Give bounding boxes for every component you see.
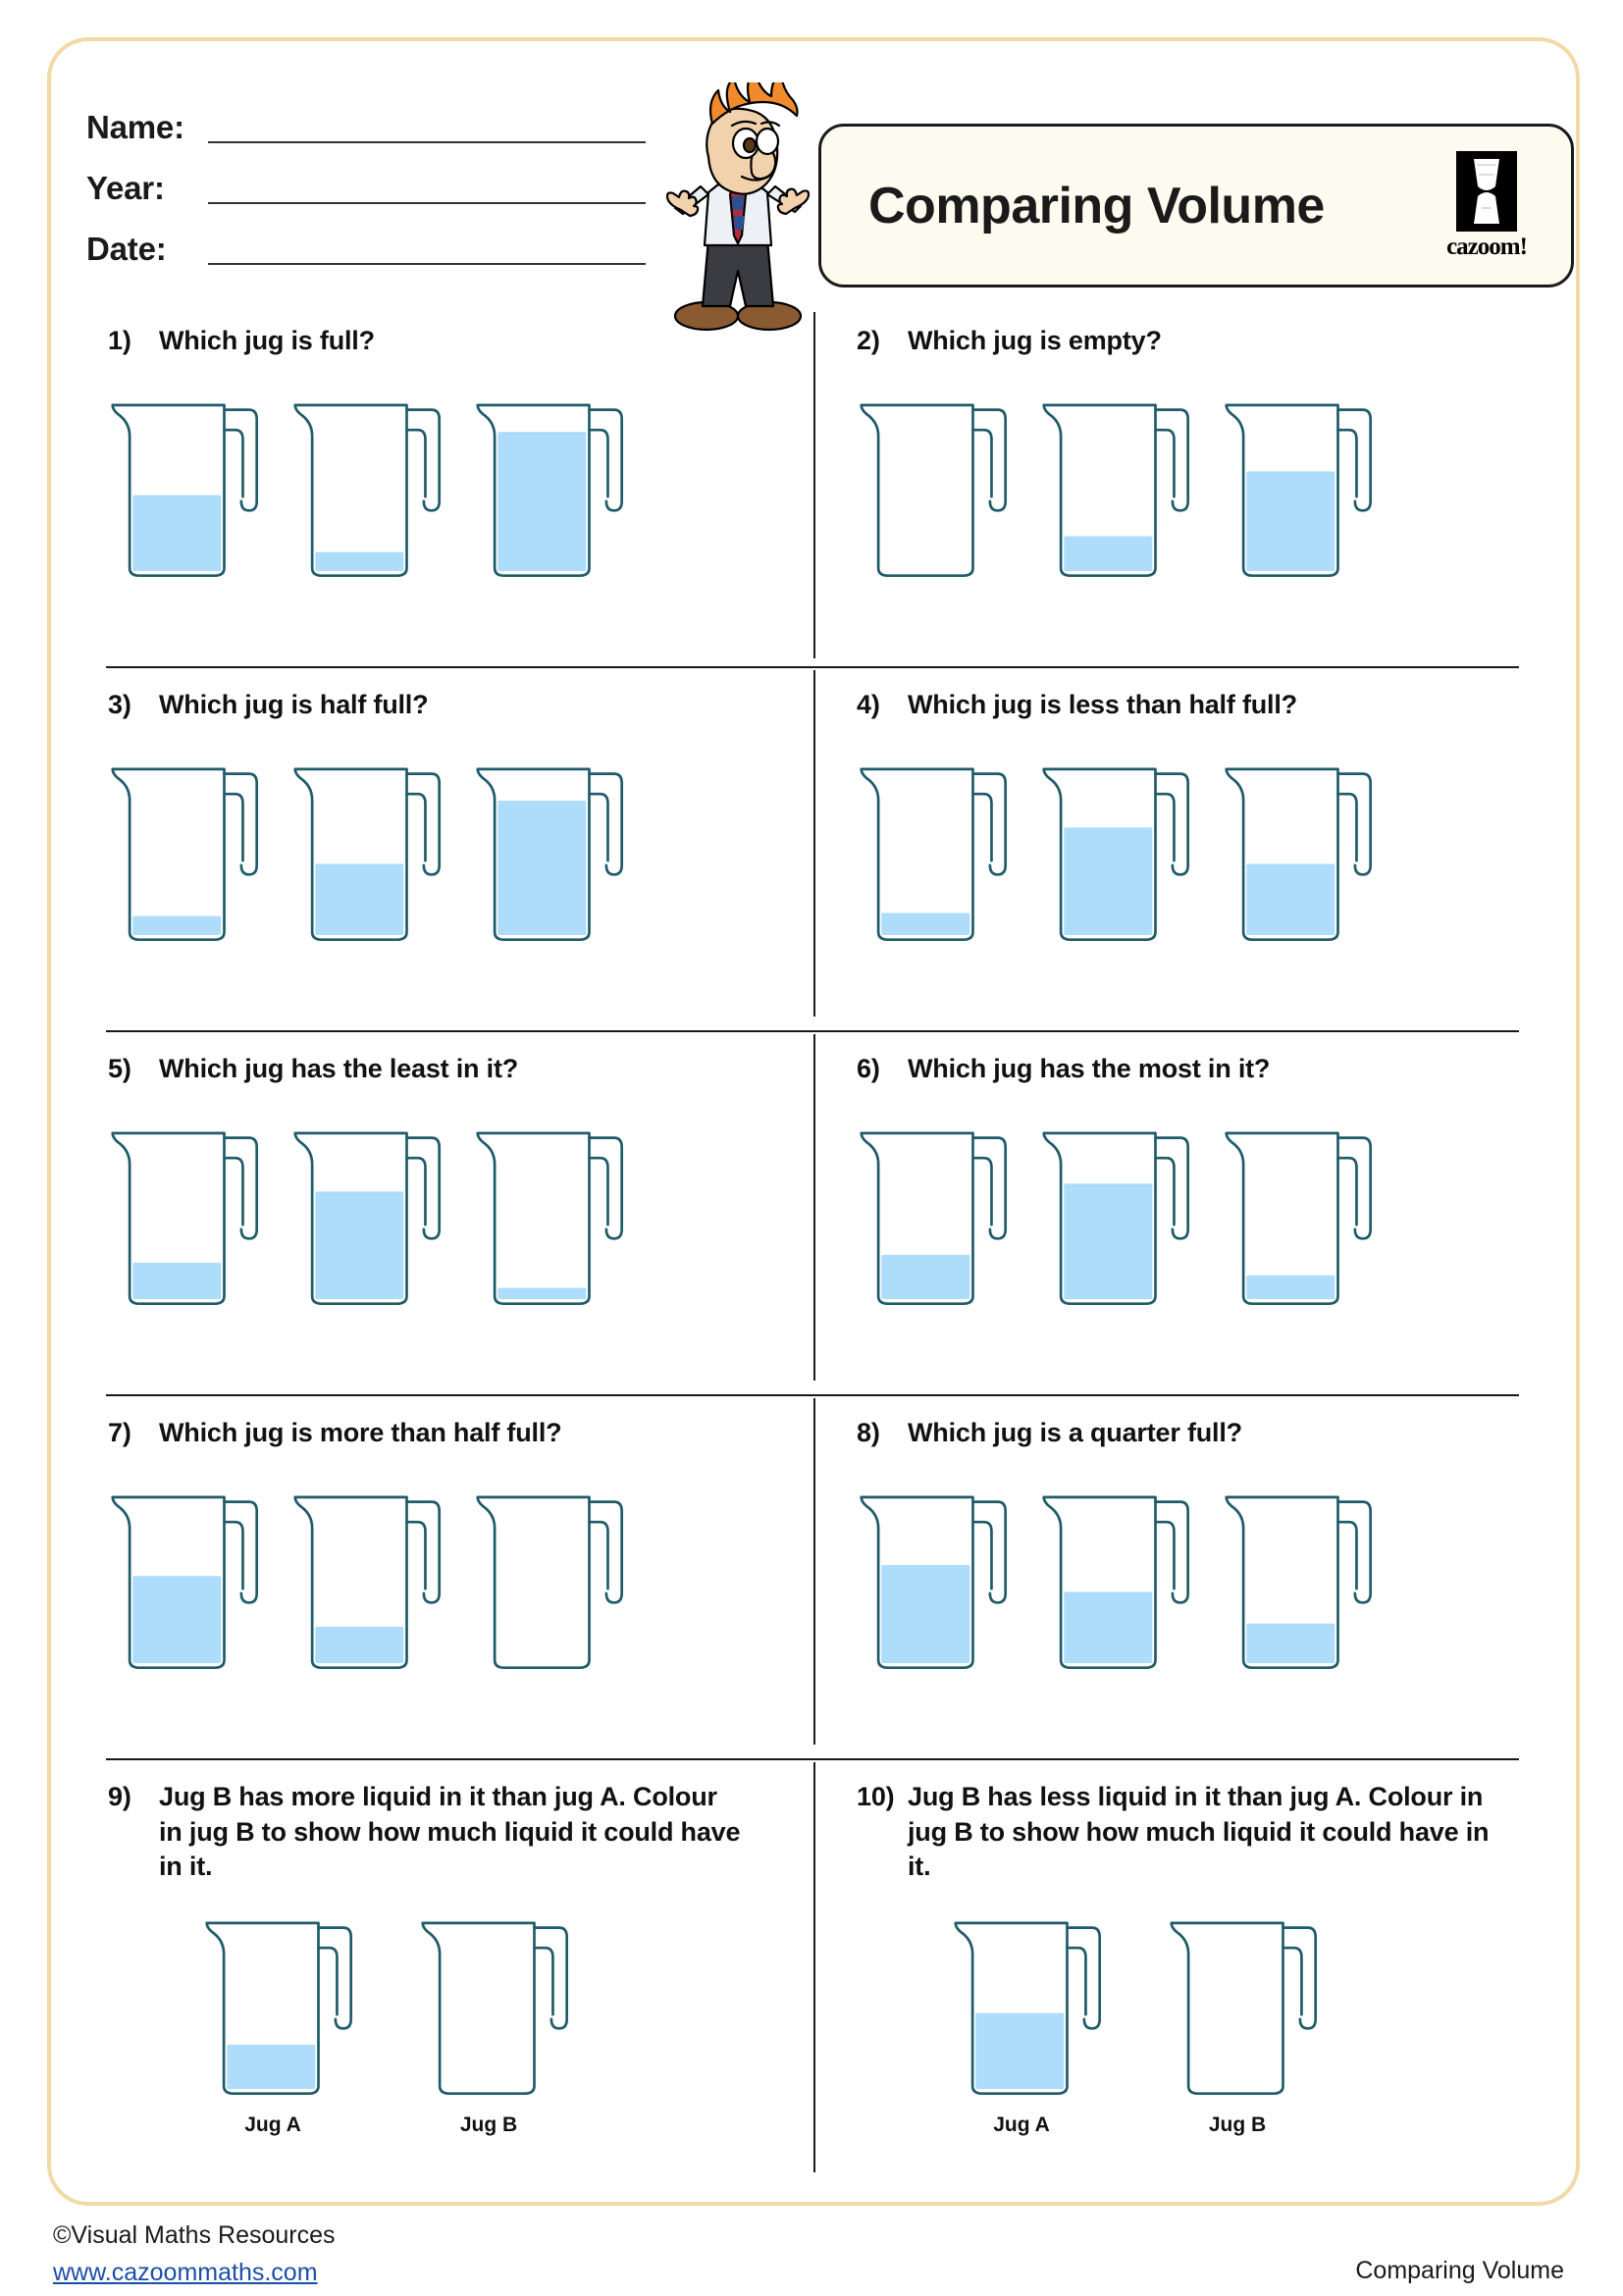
jug-2[interactable] <box>290 392 445 592</box>
name-input-line[interactable] <box>208 140 646 143</box>
jug-figure <box>473 1485 628 1679</box>
jug-figure <box>108 392 263 587</box>
jug-figure <box>1039 392 1194 587</box>
prompt-prefix: Jug B has <box>159 1782 291 1811</box>
question-prompt <box>908 324 1162 359</box>
prompt-prefix: Which jug has the <box>159 1054 390 1083</box>
prompt-keyword: quarter <box>1090 1418 1180 1447</box>
question-prompt <box>908 688 1297 723</box>
jug-set <box>857 359 1580 592</box>
page-title: Comparing Volume <box>868 177 1325 235</box>
jug-set <box>857 1087 1580 1320</box>
question-heading <box>857 1758 1494 1885</box>
question-heading <box>108 666 813 723</box>
question-heading <box>108 302 813 359</box>
year-field-label: Year: <box>86 170 165 206</box>
jug-2[interactable] <box>1039 392 1194 592</box>
question-heading <box>857 666 1580 723</box>
website-link[interactable]: www.cazoommaths.com <box>53 2258 318 2286</box>
prompt-suffix: ? <box>1145 326 1162 355</box>
question-heading <box>108 1030 813 1087</box>
prompt-suffix: ? <box>358 326 375 355</box>
prompt-prefix: Which jug has the <box>908 1054 1138 1083</box>
question-cell <box>813 666 1580 1030</box>
jug-2[interactable] <box>1039 757 1194 956</box>
question-number: 4) <box>857 690 880 719</box>
jug-2[interactable] <box>1039 1121 1194 1320</box>
jug-1[interactable] <box>108 392 263 592</box>
title-plaque <box>818 124 1574 287</box>
question-prompt <box>159 1780 746 1885</box>
question-number: 3) <box>108 690 131 719</box>
jug-figure <box>1039 1485 1194 1679</box>
question-cell <box>47 666 813 1030</box>
jug-2[interactable] <box>290 1121 445 1320</box>
prompt-prefix: Which jug is <box>908 326 1069 355</box>
question-heading <box>108 1758 746 1885</box>
question-prompt <box>908 1416 1242 1451</box>
prompt-suffix: liquid in it than jug A. Colour in jug B to show how much liquid it could have in it. <box>159 1782 741 1882</box>
jug-set <box>857 1885 1580 2137</box>
question-number: 2) <box>857 326 880 355</box>
question-number: 10) <box>857 1782 895 1811</box>
jug-figure <box>290 757 445 951</box>
question-heading <box>108 1394 813 1451</box>
prompt-keyword: less <box>1039 1782 1091 1811</box>
jug-3[interactable] <box>473 1121 628 1320</box>
jug-figure <box>1039 757 1194 951</box>
question-prompt <box>908 1052 1270 1087</box>
jug-1[interactable] <box>857 757 1012 956</box>
question-number: 1) <box>108 326 131 355</box>
footer-left <box>53 2219 336 2290</box>
question-number: 8) <box>857 1418 880 1447</box>
jug-figure <box>1222 757 1377 951</box>
jug-1[interactable] <box>108 1485 263 1684</box>
worksheet-footer <box>47 2219 1580 2296</box>
jug-3[interactable] <box>1222 1485 1377 1684</box>
cazoom-glass-logo-icon <box>1456 151 1517 232</box>
jug-figure <box>857 757 1012 951</box>
jug-figure <box>1222 1485 1377 1679</box>
jug-label: Jug A <box>993 2113 1050 2136</box>
prompt-keyword: full <box>319 326 359 355</box>
prompt-prefix: Which jug is <box>908 690 1069 719</box>
copyright-text: ©Visual Maths Resources <box>53 2221 336 2249</box>
prompt-suffix: ? <box>546 1418 562 1447</box>
jug-3[interactable] <box>1222 392 1377 592</box>
jug-figure <box>473 392 628 587</box>
prompt-keyword: more than half full <box>319 1418 547 1447</box>
question-cell <box>813 302 1580 666</box>
jug-2[interactable] <box>290 757 445 956</box>
cartoon-man-mascot-icon <box>648 82 824 339</box>
question-heading <box>857 302 1580 359</box>
jug-1[interactable] <box>951 1910 1106 2137</box>
jug-figure <box>857 1485 1012 1679</box>
question-cell <box>813 1030 1580 1394</box>
jug-figure <box>108 757 263 951</box>
jug-3[interactable] <box>1222 757 1377 956</box>
jug-set <box>108 723 813 956</box>
question-row <box>47 1394 1580 1758</box>
jug-1[interactable] <box>108 1121 263 1320</box>
jug-label: Jug A <box>244 2113 301 2136</box>
question-cell <box>813 1394 1580 1758</box>
prompt-suffix: in it? <box>1200 1054 1271 1083</box>
jug-label: Jug B <box>1208 2113 1267 2136</box>
prompt-keyword: less than half full <box>1068 690 1282 719</box>
footer-sheet-name: Comparing Volume <box>1355 2257 1564 2284</box>
jug-figure <box>473 1121 628 1315</box>
jug-set <box>108 1885 813 2137</box>
year-input-line[interactable] <box>208 201 646 204</box>
question-cell <box>47 302 813 666</box>
jug-3[interactable] <box>1222 1121 1377 1320</box>
question-prompt <box>159 1052 518 1087</box>
jug-3[interactable] <box>473 1485 628 1684</box>
jug-figure <box>473 757 628 951</box>
question-prompt <box>159 324 375 359</box>
jug-figure <box>108 1485 263 1679</box>
jug-1[interactable] <box>857 1485 1012 1684</box>
question-heading <box>857 1030 1580 1087</box>
jug-set <box>108 1087 813 1320</box>
question-number: 5) <box>108 1054 131 1083</box>
jug-figure <box>290 1485 445 1679</box>
jug-figure <box>1222 392 1377 587</box>
prompt-prefix: Which jug is <box>159 1418 320 1447</box>
jug-figure <box>951 1910 1106 2105</box>
question-row <box>47 666 1580 1030</box>
jug-figure <box>202 1910 357 2105</box>
jug-2[interactable] <box>1167 1910 1322 2137</box>
name-field-label: Name: <box>86 109 184 145</box>
prompt-prefix: Which jug is <box>159 326 320 355</box>
question-prompt <box>159 688 428 723</box>
jug-set <box>857 1451 1580 1684</box>
cazoom-wordmark: cazoom! <box>1446 233 1527 260</box>
question-grid <box>47 302 1580 2208</box>
jug-2[interactable] <box>1039 1485 1194 1684</box>
jug-1[interactable] <box>857 1121 1012 1320</box>
year-field-row <box>86 149 646 210</box>
jug-1[interactable] <box>108 757 263 956</box>
prompt-keyword: half full <box>319 690 413 719</box>
question-number: 9) <box>108 1782 131 1811</box>
prompt-keyword: more <box>290 1782 355 1811</box>
prompt-keyword: empty <box>1068 326 1146 355</box>
jug-1[interactable] <box>202 1910 357 2137</box>
jug-3[interactable] <box>473 757 628 956</box>
jug-1[interactable] <box>857 392 1012 592</box>
student-details-block <box>86 88 646 271</box>
jug-3[interactable] <box>473 392 628 592</box>
jug-figure <box>857 1121 1012 1315</box>
question-heading <box>857 1394 1580 1451</box>
cazoom-logo <box>1428 151 1545 261</box>
date-field-row <box>86 210 646 271</box>
question-row <box>47 1030 1580 1394</box>
date-input-line[interactable] <box>208 262 646 265</box>
jug-figure <box>290 1121 445 1315</box>
date-field-label: Date: <box>86 231 167 267</box>
question-number: 7) <box>108 1418 131 1447</box>
jug-set <box>857 723 1580 956</box>
prompt-suffix: liquid in it than jug A. Colour in jug B to show how much liquid it could have in it. <box>908 1782 1490 1882</box>
jug-figure <box>108 1121 263 1315</box>
prompt-suffix: ? <box>1281 690 1297 719</box>
jug-set <box>108 359 813 592</box>
jug-2[interactable] <box>290 1485 445 1684</box>
jug-figure <box>290 392 445 587</box>
name-field-row <box>86 88 646 149</box>
question-row <box>47 302 1580 666</box>
prompt-prefix: Which jug is a <box>908 1418 1091 1447</box>
question-cell <box>47 1758 813 2208</box>
jug-figure <box>1222 1121 1377 1315</box>
prompt-keyword: least <box>389 1054 449 1083</box>
jug-label: Jug B <box>459 2113 518 2136</box>
jug-figure <box>1167 1910 1322 2105</box>
prompt-prefix: Jug B has <box>908 1782 1040 1811</box>
glass-shape-icon <box>1467 157 1506 226</box>
question-cell <box>47 1394 813 1758</box>
jug-2[interactable] <box>418 1910 573 2137</box>
question-prompt <box>159 1416 561 1451</box>
jug-figure <box>857 392 1012 587</box>
prompt-keyword: most <box>1137 1054 1201 1083</box>
prompt-suffix: ? <box>412 690 429 719</box>
question-number: 6) <box>857 1054 880 1083</box>
question-row <box>47 1758 1580 2208</box>
prompt-suffix: in it? <box>448 1054 519 1083</box>
prompt-suffix: full? <box>1179 1418 1242 1447</box>
question-cell <box>47 1030 813 1394</box>
prompt-prefix: Which jug is <box>159 690 320 719</box>
question-cell <box>813 1758 1580 2208</box>
jug-figure <box>1039 1121 1194 1315</box>
jug-figure <box>418 1910 573 2105</box>
question-prompt <box>908 1780 1494 1885</box>
worksheet-header <box>47 37 1580 302</box>
jug-set <box>108 1451 813 1684</box>
